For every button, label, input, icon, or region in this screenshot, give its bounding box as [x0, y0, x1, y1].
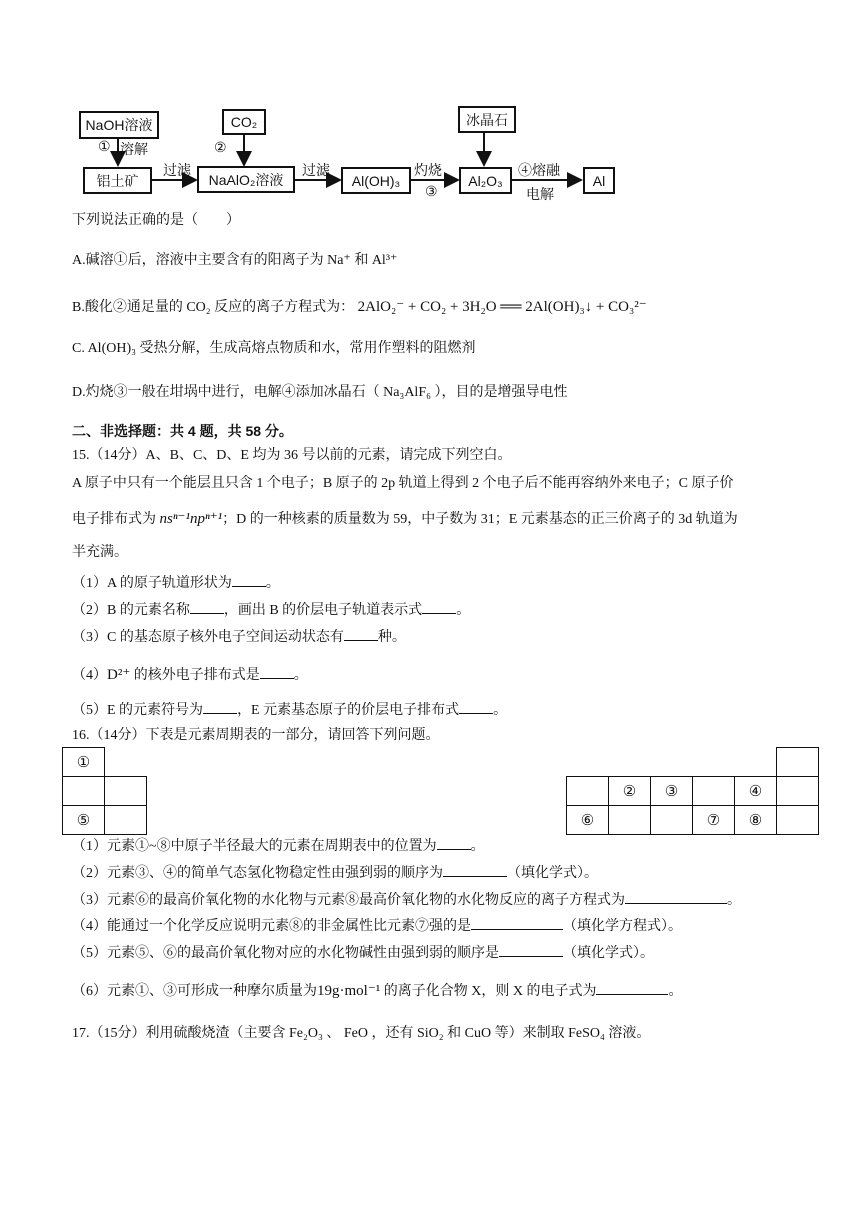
q15-sub5-text: （5）E 的元素符号为 [72, 703, 204, 718]
q16-sub6-text2: 的离子化合物 X，则 X 的电子式为 [380, 984, 597, 999]
q16-sub1-text: （1）元素①~⑧中原子半径最大的元素在周期表中的位置为 [72, 839, 437, 854]
q16-sub3-text: （3）元素⑥的最高价氧化物的水化物与元素⑧最高价氧化物的水化物反应的离子方程式为 [72, 893, 625, 908]
q17-head: 17.（15分）利用硫酸烧渣（主要含 Fe₂O₃ 、 FeO ，还有 SiO₂ 和 CuO 等）来制取 FeSO₄ 溶液。 [72, 1026, 651, 1041]
q16-sub6-text: （6）元素①、③可形成一种摩尔质量为 [72, 984, 317, 999]
q15-config-formula: nsⁿ⁻¹npⁿ⁺¹ [159, 511, 223, 527]
q16-sub4-text: （4）能通过一个化学反应说明元素⑧的非金属性比元素⑦强的是 [72, 919, 471, 934]
q16-sub2 [72, 862, 598, 884]
answer-blank[interactable] [471, 915, 563, 930]
answer-blank[interactable] [625, 889, 727, 904]
pt-cell-7: ⑦ [693, 806, 735, 835]
q16-sub4-end: （填化学方程式）。 [563, 919, 682, 934]
q14-option-d: D.灼烧③一般在坩埚中进行，电解④添加冰晶石（ Na₃AlF₆ ），目的是增强导电性 [72, 385, 568, 400]
pt-cell-empty [567, 777, 609, 806]
pt-cell-empty [105, 777, 147, 806]
q15-sub2-end: 。 [456, 603, 471, 618]
answer-blank[interactable] [190, 599, 224, 614]
step3-label: ③ [425, 185, 438, 200]
pt-cell-3: ③ [651, 777, 693, 806]
pt-cell-6: ⑥ [567, 806, 609, 835]
q15-sub5 [72, 699, 507, 721]
pt-cell-empty [105, 806, 147, 835]
dissolve-label: 溶解 [120, 143, 148, 158]
q16-sub5 [72, 942, 654, 964]
q15-sub3-end: 种。 [377, 630, 406, 645]
answer-blank[interactable] [499, 942, 563, 957]
cryolite-box: 冰晶石 [458, 106, 516, 133]
q16-sub4 [72, 915, 682, 937]
q16-sub1 [72, 835, 485, 857]
q15-sub3 [72, 626, 406, 648]
answer-blank[interactable] [437, 835, 471, 850]
q14-stem: 下列说法正确的是（ ） [72, 213, 240, 228]
step1-label: ① [98, 140, 111, 155]
pt-cell-1: ① [63, 748, 105, 777]
answer-blank[interactable] [232, 572, 266, 587]
q15-sub5-end: 。 [493, 703, 508, 718]
pt-cell-4: ④ [735, 777, 777, 806]
pt-cell-8: ⑧ [735, 806, 777, 835]
q15-sub2 [72, 599, 470, 621]
q15-sub4 [72, 664, 308, 686]
q15-sub4-text2: 的核外电子排布式是 [130, 668, 260, 683]
q16-sub6-end: 。 [668, 984, 683, 999]
q16-sub2-text: （2）元素③、④的简单气态氢化物稳定性由强到弱的顺序为 [72, 866, 443, 881]
answer-blank[interactable] [260, 664, 294, 679]
naalo2-box: NaAlO₂溶液 [197, 166, 295, 193]
pt-cell-empty [609, 806, 651, 835]
q14-option-a: A.碱溶①后，溶液中主要含有的阳离子为 Na⁺ 和 Al³⁺ [72, 253, 398, 268]
q14-option-b [72, 297, 647, 318]
answer-blank[interactable] [459, 699, 493, 714]
step2-label: ② [214, 141, 227, 156]
al-box: Al [583, 167, 615, 194]
melt-label: ④熔融 [518, 164, 560, 179]
q15-sub1-text: （1）A 的原子轨道形状为 [72, 576, 232, 591]
q16-sub1-end: 。 [470, 839, 485, 854]
answer-blank[interactable] [422, 599, 456, 614]
pt-cell-empty [651, 806, 693, 835]
filter1-label: 过滤 [163, 164, 191, 179]
pt-cell-empty [777, 748, 819, 777]
answer-blank[interactable] [344, 626, 378, 641]
q15-sub2-text: （2）B 的元素名称 [72, 603, 190, 618]
q16-sub2-end: （填化学式）。 [507, 866, 598, 881]
q16-head: 16.（14分）下表是元素周期表的一部分，请回答下列问题。 [72, 728, 440, 743]
pt-cell-5: ⑤ [63, 806, 105, 835]
naoh-box: NaOH溶液 [79, 111, 159, 139]
q15-para3: 半充满。 [72, 545, 128, 560]
q16-molar-mass: 19g·mol⁻¹ [317, 983, 381, 999]
q15-sub4-ion: D²⁺ [107, 667, 131, 683]
q15-sub1 [72, 572, 280, 594]
q15-sub5-text2: ，E 元素基态原子的价层电子排布式 [237, 703, 460, 718]
aloh3-box: Al(OH)₃ [341, 167, 411, 194]
al2o3-box: Al₂O₃ [459, 167, 512, 194]
pt-cell-empty [777, 777, 819, 806]
periodic-table-fragment [62, 747, 819, 835]
pt-cell-empty [777, 806, 819, 835]
q15-sub3-text: （3）C 的基态原子核外电子空间运动状态有 [72, 630, 344, 645]
q14-option-c: C. Al(OH)₃ 受热分解，生成高熔点物质和水，常用作塑料的阻燃剂 [72, 341, 476, 356]
q15-sub4-text: （4） [72, 668, 107, 683]
co2-box: CO₂ [222, 109, 266, 135]
burn-label: 灼烧 [414, 164, 442, 179]
q15-para2 [72, 509, 738, 530]
electro-label: 电解 [526, 188, 554, 203]
q15-sub4-end: 。 [293, 668, 308, 683]
answer-blank[interactable] [596, 980, 668, 995]
q15-para2-a: 电子排布式为 [72, 512, 160, 527]
q15-para1: A 原子中只有一个能层且只含 1 个电子；B 原子的 2p 轨道上得到 2 个电子后不能再容纳外来电子；C 原子价 [72, 476, 734, 491]
filter2-label: 过滤 [302, 164, 330, 179]
q16-sub3-end: 。 [727, 893, 741, 908]
q14-option-b-prefix: B.酸化②通足量的 CO₂ 反应的离子方程式为： [72, 300, 355, 315]
q15-sub2-text2: ，画出 B 的价层电子轨道表示式 [223, 603, 423, 618]
q16-sub5-end: （填化学式）。 [563, 946, 654, 961]
section-2-title: 二、非选择题：共 4 题，共 58 分。 [72, 423, 293, 439]
pt-cell-empty [693, 777, 735, 806]
q15-para2-b: ；D 的一种核素的质量数为 59，中子数为 31；E 元素基态的正三价离子的 3d 轨道为 [222, 512, 738, 527]
q16-sub6 [72, 980, 682, 1002]
pt-cell-2: ② [609, 777, 651, 806]
q16-sub3 [72, 889, 741, 911]
q15-head: 15.（14分）A、B、C、D、E 均为 36 号以前的元素，请完成下列空白。 [72, 448, 512, 463]
q15-sub1-end: 。 [265, 576, 280, 591]
q16-sub5-text: （5）元素⑤、⑥的最高价氧化物对应的水化物碱性由强到弱的顺序是 [72, 946, 499, 961]
answer-blank[interactable] [443, 862, 507, 877]
q14-option-b-equation: 2AlO₂⁻ + CO₂ + 3H₂O ══ 2Al(OH)₃↓ + CO₃²⁻ [357, 299, 647, 315]
pt-cell-empty [63, 777, 105, 806]
answer-blank[interactable] [203, 699, 237, 714]
bauxite-box: 铝土矿 [83, 167, 152, 194]
